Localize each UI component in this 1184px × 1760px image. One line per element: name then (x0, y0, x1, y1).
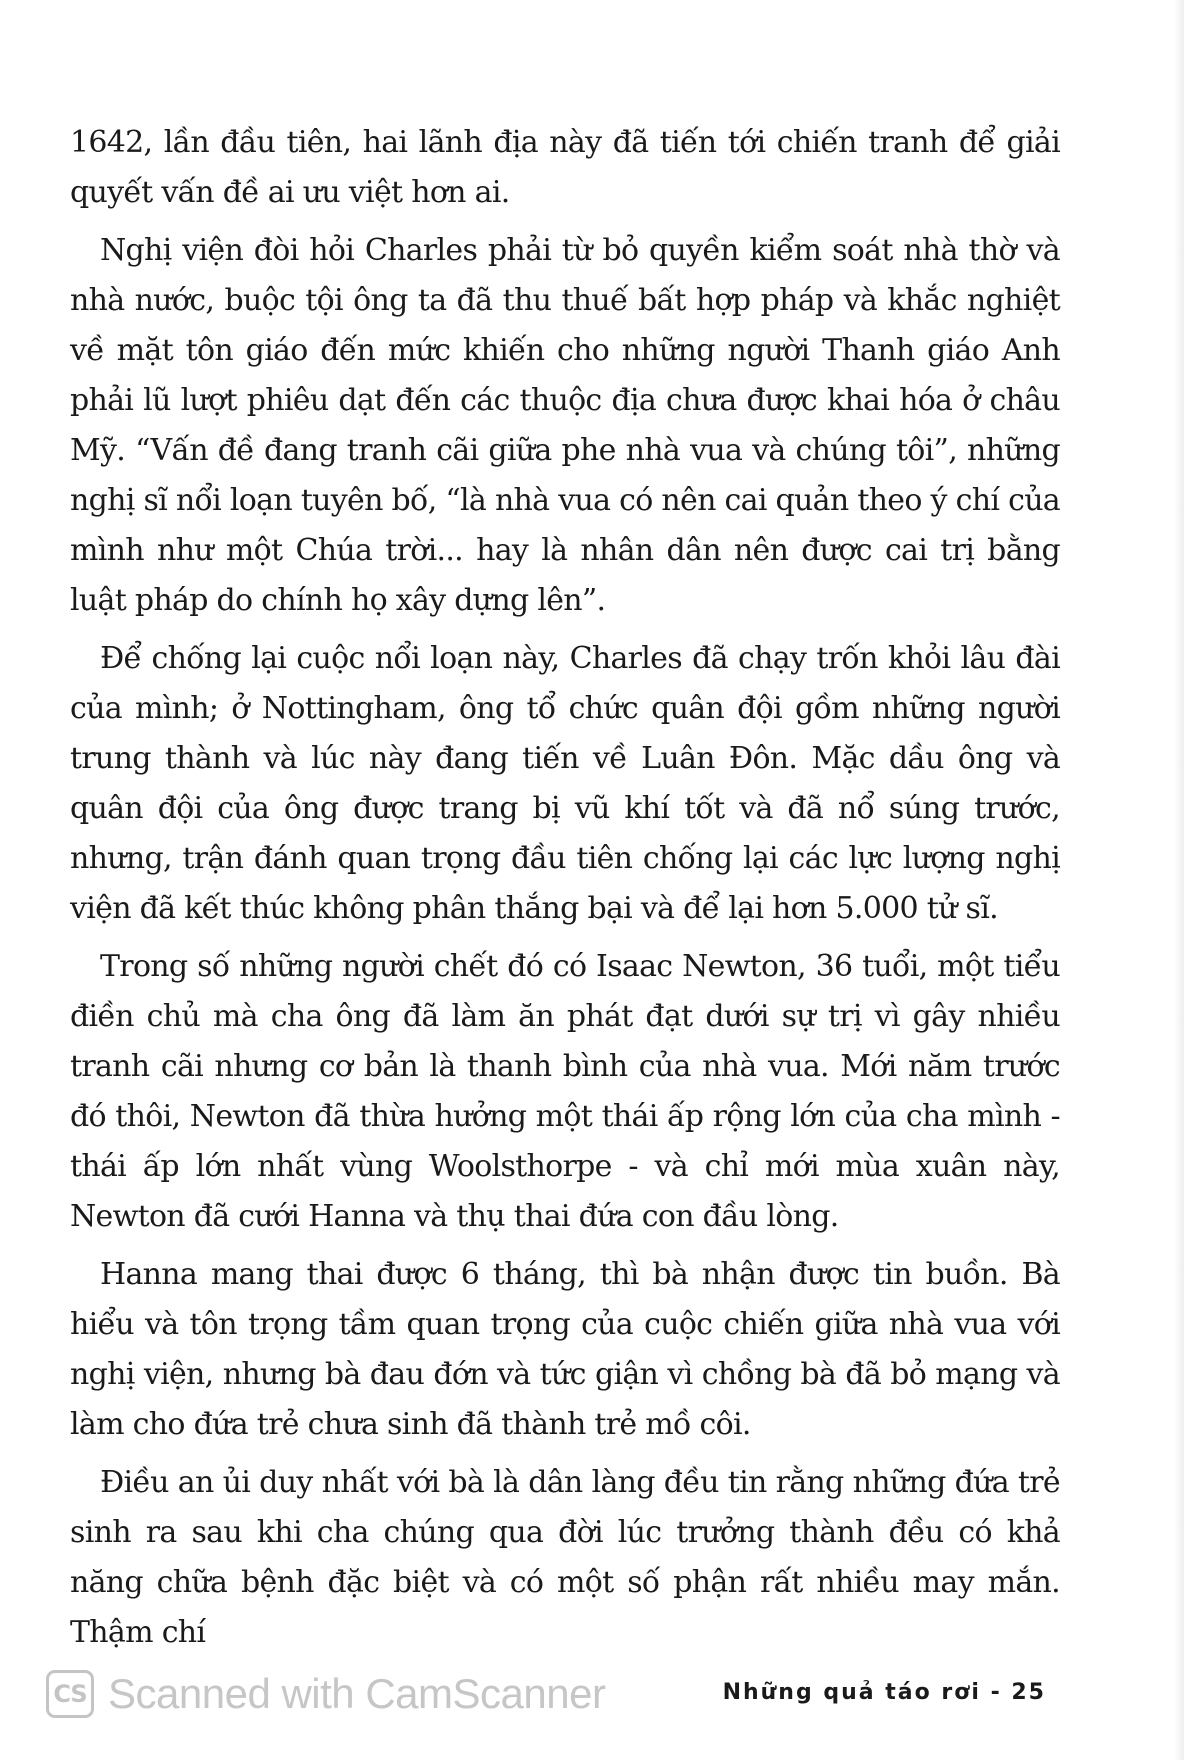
paragraph-2: Nghị viện đòi hỏi Charles phải từ bỏ quyền kiểm soát nhà thờ và nhà nước, buộc tội ông ta đã thu thuế bất hợp pháp và khắc nghiệt về mặt tôn giáo đến mức khiến cho những người Thanh giáo Anh phải lũ lượt phiêu dạt đến các thuộc địa chưa được khai hóa ở châu Mỹ. “Vấn đề đang tranh cãi giữa phe nhà vua và chúng tôi”, những nghị sĩ nổi loạn tuyên bố, “là nhà vua có nên cai quản theo ý chí của mình như một Chúa trời... hay là nhân dân nên được cai trị bằng luật pháp do chính họ xây dựng lên”. (70, 233, 1060, 618)
book-text (70, 118, 1060, 1666)
watermark-text: Scanned with CamScanner (108, 1670, 606, 1717)
paragraph-1: 1642, lần đầu tiên, hai lãnh địa này đã tiến tới chiến tranh để giải quyết vấn đề ai ưu việt hơn ai. (70, 125, 1060, 210)
paragraph-3: Để chống lại cuộc nổi loạn này, Charles đã chạy trốn khỏi lâu đài của mình; ở Nottingham, ông tổ chức quân đội gồm những người trung thành và lúc này đang tiến về Luân Đôn. Mặc dầu ông và quân đội của ông được trang bị vũ khí tốt và đã nổ súng trước, nhưng, trận đánh quan trọng đầu tiên chống lại các lực lượng nghị viện đã kết thúc không phân thắng bại và để lại hơn 5.000 tử sĩ. (70, 641, 1060, 926)
paragraph-6: Điều an ủi duy nhất với bà là dân làng đều tin rằng những đứa trẻ sinh ra sau khi cha chúng qua đời lúc trưởng thành đều có khả năng chữa bệnh đặc biệt và có một số phận rất nhiều may mắn. Thậm chí (70, 1465, 1060, 1650)
paragraph-4: Trong số những người chết đó có Isaac Newton, 36 tuổi, một tiểu điền chủ mà cha ông đã làm ăn phát đạt dưới sự trị vì gây nhiều tranh cãi nhưng cơ bản là thanh bình của nhà vua. Mới năm trước đó thôi, Newton đã thừa hưởng một thái ấp rộng lớn của cha mình - thái ấp lớn nhất vùng Woolsthorpe - và chỉ mới mùa xuân này, Newton đã cưới Hanna và thụ thai đứa con đầu lòng. (70, 949, 1060, 1234)
camscanner-logo-icon: CS (46, 1670, 94, 1718)
paragraph-5: Hanna mang thai được 6 tháng, thì bà nhận được tin buồn. Bà hiểu và tôn trọng tầm quan trọng của cuộc chiến giữa nhà vua với nghị viện, nhưng bà đau đớn và tức giận vì chồng bà đã bỏ mạng và làm cho đứa trẻ chưa sinh đã thành trẻ mồ côi. (70, 1257, 1060, 1442)
running-footer: Những quả táo rơi - 25 (722, 1680, 1046, 1705)
page-edge (1174, 0, 1184, 1760)
camscanner-watermark (46, 1667, 605, 1721)
